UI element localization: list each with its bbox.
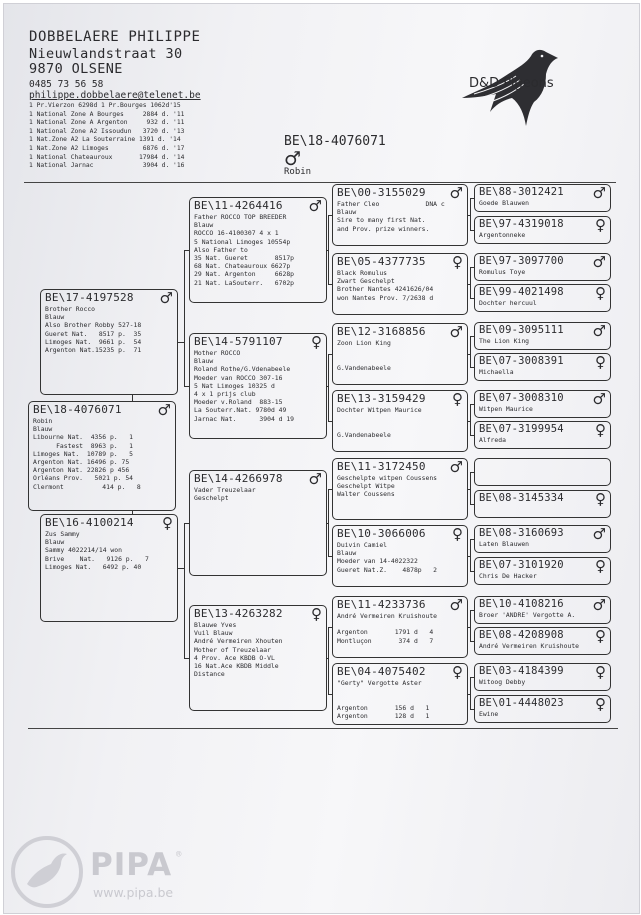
female-symbol-icon: ♀ bbox=[595, 353, 606, 371]
box-line: Argentonneke bbox=[479, 231, 526, 239]
connector-line bbox=[328, 421, 332, 422]
pedigree-box-ggg7 bbox=[474, 390, 611, 418]
ring-number: BE\14-5791107 bbox=[194, 335, 283, 348]
box-line: Vuil Blauw bbox=[194, 629, 233, 638]
pedigree-box-g3 bbox=[189, 470, 327, 576]
box-line: Argenton 156 d 1 bbox=[337, 703, 430, 712]
pedigree-box-g1 bbox=[189, 197, 327, 303]
pipa-brand: PIPA bbox=[90, 847, 173, 883]
female-symbol-icon: ♀ bbox=[595, 284, 606, 302]
result-line: 1 Nat.Zone A2 Limoges 6876 d. '17 bbox=[29, 144, 185, 152]
box-line: Clermont 414 p. 8 bbox=[33, 482, 141, 491]
female-symbol-icon: ♀ bbox=[595, 557, 606, 575]
result-line: 1 Pr.Vierzon 6298d 1 Pr.Bourges 1062d'15 bbox=[29, 102, 181, 109]
ring-number: BE\97-3097700 bbox=[479, 255, 564, 267]
female-symbol-icon: ♀ bbox=[311, 605, 322, 623]
connector-line bbox=[328, 627, 329, 694]
owner-name: DOBBELAERE PHILIPPE bbox=[29, 29, 201, 45]
box-line: Gueret Nat.Z. 4878p 2 bbox=[337, 565, 438, 574]
ring-number: BE\07-3008310 bbox=[479, 392, 564, 404]
connector-line bbox=[470, 677, 471, 709]
box-line: Also Brother Robby 527-18 bbox=[45, 321, 142, 330]
box-line: Blauw bbox=[33, 425, 53, 434]
box-line: Zoon Lion King bbox=[337, 339, 391, 347]
connector-line bbox=[470, 472, 474, 473]
box-line: Sire to many first Nat. bbox=[337, 216, 426, 225]
box-line: Argenton Nat.15235 p. 71 bbox=[45, 346, 142, 354]
connector-line bbox=[132, 395, 133, 401]
connector-line bbox=[470, 336, 474, 337]
box-line: Blauw bbox=[194, 221, 214, 230]
box-line: Argenton Nat. 22826 p 456 bbox=[33, 466, 130, 475]
box-line: Blauw bbox=[337, 208, 357, 217]
box-line: Argenton 128 d 1 bbox=[337, 711, 430, 720]
male-symbol-icon: ♂ bbox=[157, 401, 171, 419]
pedigree-box-gg4 bbox=[332, 390, 468, 452]
pedigree-box-main bbox=[28, 401, 176, 511]
footer-rule bbox=[28, 728, 618, 729]
box-line: 21 Nat. LaSouterr. 6702p bbox=[194, 278, 295, 287]
owner-email[interactable]: philippe.dobbelaere@telenet.be bbox=[29, 90, 201, 101]
result-line: 1 National Chateauroux 17984 d. '14 bbox=[29, 153, 185, 161]
connector-line bbox=[470, 677, 474, 678]
ring-number: BE\10-3066006 bbox=[337, 527, 426, 540]
connector-line bbox=[470, 298, 474, 299]
male-symbol-icon: ♂ bbox=[449, 458, 463, 476]
box-line: Limoges Nat. 10789 p. 5 bbox=[33, 449, 134, 458]
box-line: Jarnac Nat. 3904 d 19 bbox=[194, 414, 295, 423]
male-symbol-icon: ♂ bbox=[592, 525, 606, 543]
box-line: La Souterr.Nat. 9780d 49 bbox=[194, 406, 287, 415]
female-symbol-icon: ♀ bbox=[595, 663, 606, 681]
owner-phone: 0485 73 56 58 bbox=[29, 79, 104, 90]
pedigree-box-ggg12 bbox=[474, 557, 611, 585]
ring-number: BE\08-4208908 bbox=[479, 629, 564, 641]
box-line: 4 Prov. Ace KBDB O-VL bbox=[194, 653, 275, 662]
connector-line bbox=[470, 336, 471, 367]
connector-line bbox=[470, 610, 471, 641]
box-line: Fastest 8963 p. 1 bbox=[33, 441, 134, 450]
box-line: Chris De Hacker bbox=[479, 572, 537, 580]
connector-line bbox=[184, 523, 190, 524]
male-symbol-icon: ♂ bbox=[308, 197, 322, 215]
ring-number: BE\07-3008391 bbox=[479, 355, 564, 367]
ring-number: BE\07-3101920 bbox=[479, 559, 564, 571]
box-line: Dochter Witpen Maurice bbox=[337, 406, 422, 414]
box-line: Argenton 1791 d 4 bbox=[337, 628, 434, 637]
connector-line bbox=[184, 250, 185, 386]
pedigree-box-gg3 bbox=[332, 323, 468, 385]
box-line: Blauw bbox=[194, 357, 214, 366]
ring-number: BE\08-3160693 bbox=[479, 527, 564, 539]
box-line: 35 Nat. Gueret 8517p bbox=[194, 254, 295, 262]
connector-line bbox=[470, 198, 471, 230]
pedigree-box-ggg5 bbox=[474, 322, 611, 350]
box-line: "Gerty" Vergotte Aster bbox=[337, 679, 422, 687]
box-line: André Vermeiren Xhouten bbox=[194, 637, 283, 646]
box-line: Limoges Nat. 9661 p. 54 bbox=[45, 337, 142, 346]
box-line: Broer 'ANDRE' Vergotte A. bbox=[479, 611, 576, 619]
subject-sex-icon: ♂ bbox=[284, 148, 302, 170]
ring-number: BE\13-3159429 bbox=[337, 392, 426, 405]
ring-number: BE\17-4197528 bbox=[45, 291, 134, 304]
ring-number: BE\05-4377735 bbox=[337, 255, 426, 268]
pedigree-box-ggg1 bbox=[474, 184, 611, 212]
pedigree-box-ggg3 bbox=[474, 253, 611, 281]
pipa-logo-icon bbox=[9, 834, 85, 910]
box-line: Brother Nantes 4241626/04 bbox=[337, 285, 434, 294]
male-symbol-icon: ♂ bbox=[592, 253, 606, 271]
pedigree-box-ggg4 bbox=[474, 284, 611, 312]
box-line: Libourne Nat. 4356 p. 1 bbox=[33, 433, 134, 442]
result-line: 1 Nat.Zone A2 La Souterraine 1391 d. '14 bbox=[29, 136, 181, 144]
connector-line bbox=[470, 539, 474, 540]
pedigree-box-g2 bbox=[189, 333, 327, 439]
pedigree-box-gg7 bbox=[332, 596, 468, 658]
connector-line bbox=[328, 489, 329, 556]
box-line: Zus Sammy bbox=[45, 530, 80, 538]
ring-number: BE\04-4075402 bbox=[337, 665, 426, 678]
box-line: Walter Coussens bbox=[337, 490, 395, 499]
box-line: Father Cleo DNA c bbox=[337, 200, 445, 208]
female-symbol-icon: ♀ bbox=[452, 390, 463, 408]
pedigree-box-ggg15 bbox=[474, 663, 611, 691]
box-line: and Prov. prize winners. bbox=[337, 224, 430, 233]
female-symbol-icon: ♀ bbox=[452, 663, 463, 681]
box-line: Roland Rothe/G.Vdenabeele bbox=[194, 365, 291, 374]
female-symbol-icon: ♀ bbox=[595, 421, 606, 439]
ring-number: BE\11-4264416 bbox=[194, 199, 283, 212]
connector-line bbox=[470, 267, 471, 298]
pedigree-box-gg2 bbox=[332, 253, 468, 315]
ring-number: BE\16-4100214 bbox=[45, 516, 134, 529]
connector-line bbox=[470, 610, 474, 611]
pedigree-box-ggg2 bbox=[474, 216, 611, 244]
connector-line bbox=[470, 571, 474, 572]
box-line: Black Romulus bbox=[337, 269, 388, 277]
connector-line bbox=[470, 230, 474, 231]
pedigree-box-ggg10 bbox=[474, 490, 611, 518]
box-line: André Vermeiren Kruishoute bbox=[337, 612, 438, 620]
owner-street: Nieuwlandstraat 30 bbox=[29, 46, 183, 62]
subject-ring: BE\18-4076071 bbox=[284, 134, 386, 149]
box-line: Mother of Treuzelaar bbox=[194, 645, 271, 654]
subject-name: Robin bbox=[284, 167, 312, 177]
male-symbol-icon: ♂ bbox=[592, 390, 606, 408]
connector-line bbox=[470, 404, 471, 435]
box-line: 16 Nat.Ace KBDB Middle bbox=[194, 662, 279, 670]
box-line: Ewine bbox=[479, 710, 499, 718]
box-line: Moeder van ROCCO 307-16 bbox=[194, 373, 283, 382]
connector-line bbox=[328, 284, 332, 285]
ring-number: BE\97-4319018 bbox=[479, 218, 564, 230]
female-symbol-icon: ♀ bbox=[452, 253, 463, 271]
connector-line bbox=[470, 404, 474, 405]
female-symbol-icon: ♀ bbox=[595, 627, 606, 645]
box-line: Blauw bbox=[45, 538, 65, 547]
box-line: Romulus Toye bbox=[479, 268, 526, 276]
logo-text: D&D Pigeons bbox=[469, 76, 554, 91]
connector-line bbox=[184, 386, 190, 387]
box-line: Brive Nat. 9126 p. 7 bbox=[45, 554, 149, 563]
connector-line bbox=[328, 215, 329, 284]
pedigree-sheet bbox=[3, 3, 640, 914]
connector-line bbox=[184, 523, 185, 658]
box-line: Alfreda bbox=[479, 436, 506, 444]
box-line: Geschelpt Witpe bbox=[337, 482, 395, 491]
box-line: Brother Rocco bbox=[45, 305, 96, 313]
male-symbol-icon: ♂ bbox=[449, 323, 463, 341]
box-line: Limoges Nat. 6492 p. 40 bbox=[45, 562, 142, 571]
box-line: Dochter hercuul bbox=[479, 299, 537, 307]
box-line: won Nantes Prov. 7/2638 d bbox=[337, 293, 434, 302]
female-symbol-icon: ♀ bbox=[595, 695, 606, 713]
pedigree-box-p1 bbox=[40, 289, 178, 395]
ring-number: BE\12-3168856 bbox=[337, 325, 426, 338]
pedigree-box-gg5 bbox=[332, 458, 468, 520]
box-line: Distance bbox=[194, 670, 225, 679]
result-line: 1 National Zone A Bourges 2884 d. '11 bbox=[29, 110, 185, 118]
box-line: Witoog Debby bbox=[479, 678, 526, 686]
pedigree-box-g4 bbox=[189, 605, 327, 711]
ring-number: BE\09-3095111 bbox=[479, 324, 564, 336]
box-line: Mother ROCCO bbox=[194, 349, 241, 357]
connector-line bbox=[470, 641, 474, 642]
pedigree-box-ggg9 bbox=[474, 458, 611, 486]
female-symbol-icon: ♀ bbox=[595, 490, 606, 508]
connector-line bbox=[470, 435, 474, 436]
ring-number: BE\07-3199954 bbox=[479, 423, 564, 435]
ring-number: BE\18-4076071 bbox=[33, 403, 122, 416]
box-line: Argenton Nat. 16496 p. 75 bbox=[33, 458, 130, 466]
connector-line bbox=[328, 215, 332, 216]
female-symbol-icon: ♀ bbox=[311, 333, 322, 351]
male-symbol-icon: ♂ bbox=[449, 596, 463, 614]
connector-line bbox=[470, 504, 474, 505]
male-symbol-icon: ♂ bbox=[592, 596, 606, 614]
box-line: Gueret Nat. 8517 p. 35 bbox=[45, 329, 142, 338]
pedigree-box-ggg14 bbox=[474, 627, 611, 655]
box-line: 5 Nat Limoges 10325 d bbox=[194, 381, 275, 390]
connector-line bbox=[470, 367, 474, 368]
ring-number: BE\99-4021498 bbox=[479, 286, 564, 298]
connector-line bbox=[328, 694, 332, 695]
box-line: Montluçon 374 d 7 bbox=[337, 636, 434, 645]
male-symbol-icon: ♂ bbox=[449, 184, 463, 202]
male-symbol-icon: ♂ bbox=[592, 322, 606, 340]
pedigree-box-gg8 bbox=[332, 663, 468, 725]
ring-number: BE\14-4266978 bbox=[194, 472, 283, 485]
box-line: André Vermeiren Kruishoute bbox=[479, 642, 580, 650]
connector-line bbox=[328, 354, 329, 421]
pedigree-box-ggg13 bbox=[474, 596, 611, 624]
connector-line bbox=[328, 627, 332, 628]
box-line: Michaella bbox=[479, 368, 514, 376]
box-line: Geschelpte witpen Coussens bbox=[337, 474, 438, 482]
box-line: Zwart Geschelpt bbox=[337, 277, 395, 286]
ring-number: BE\01-4448023 bbox=[479, 697, 564, 709]
connector-line bbox=[328, 354, 332, 355]
male-symbol-icon: ♂ bbox=[308, 470, 322, 488]
connector-line bbox=[328, 556, 332, 557]
ring-number: BE\00-3155029 bbox=[337, 186, 426, 199]
box-line: G.Vandenabeele bbox=[337, 430, 391, 439]
female-symbol-icon: ♀ bbox=[162, 514, 173, 532]
pedigree-box-gg6 bbox=[332, 525, 468, 587]
pipa-registered: ® bbox=[176, 850, 182, 860]
box-line: Blauwe Yves bbox=[194, 621, 237, 629]
box-line: 4 x 1 prijs club bbox=[194, 390, 256, 398]
box-line: 5 National Limoges 10554p bbox=[194, 237, 291, 246]
connector-line bbox=[470, 472, 471, 504]
result-line: 1 National Jarnac 3904 d. '16 bbox=[29, 162, 185, 170]
connector-line bbox=[184, 250, 190, 251]
connector-line bbox=[470, 267, 474, 268]
connector-line bbox=[132, 511, 133, 514]
box-line: ROCCO 16-4100307 4 x 1 bbox=[194, 229, 279, 238]
result-line: 1 National Zone A Argenton 932 d. '11 bbox=[29, 119, 185, 127]
female-symbol-icon: ♀ bbox=[595, 216, 606, 234]
ring-number: BE\10-4108216 bbox=[479, 598, 564, 610]
box-line: Goede Blauwen bbox=[479, 199, 530, 207]
pedigree-box-ggg8 bbox=[474, 421, 611, 449]
results-list bbox=[29, 102, 184, 171]
pedigree-box-ggg16 bbox=[474, 695, 611, 723]
box-line: Robin bbox=[33, 417, 53, 425]
ring-number: BE\88-3012421 bbox=[479, 186, 564, 198]
result-line: 1 National Zone A2 Issoudun 3720 d. '13 bbox=[29, 127, 185, 135]
male-symbol-icon: ♂ bbox=[592, 184, 606, 202]
pedigree-box-gg1 bbox=[332, 184, 468, 246]
pedigree-box-ggg11 bbox=[474, 525, 611, 553]
box-line: G.Vandenabeele bbox=[337, 363, 391, 372]
box-line: Blauw bbox=[337, 549, 357, 558]
connector-line bbox=[328, 489, 332, 490]
pedigree-box-p2 bbox=[40, 514, 178, 622]
box-line: Vader Treuzelaar bbox=[194, 486, 256, 494]
owner-city: 9870 OLSENE bbox=[29, 61, 123, 77]
box-line: Father ROCCO TOP BREEDER bbox=[194, 213, 287, 221]
connector-line bbox=[470, 198, 474, 199]
box-line: 68 Nat. Chateauroux 6627p bbox=[194, 262, 291, 271]
box-line: Orléans Prov. 5021 p. 54 bbox=[33, 474, 134, 483]
connector-line bbox=[470, 539, 471, 571]
connector-line bbox=[184, 658, 190, 659]
box-line: Geschelpt bbox=[194, 494, 229, 503]
ring-number: BE\13-4263282 bbox=[194, 607, 283, 620]
box-line: Witpen Maurice bbox=[479, 405, 533, 413]
ring-number: BE\11-4233736 bbox=[337, 598, 426, 611]
box-line: Laten Blauwen bbox=[479, 540, 530, 548]
box-line: 29 Nat. Argenton 6628p bbox=[194, 270, 295, 279]
box-line: Sammy 4022214/14 won bbox=[45, 546, 122, 555]
connector-line bbox=[470, 709, 474, 710]
box-line: Duivin Camiel bbox=[337, 541, 388, 549]
box-line: Moeder v.Roland 883-15 bbox=[194, 398, 283, 407]
box-line: Also Father to bbox=[194, 245, 248, 254]
pedigree-box-ggg6 bbox=[474, 353, 611, 381]
box-line: Blauw bbox=[45, 313, 65, 322]
ring-number: BE\11-3172450 bbox=[337, 460, 426, 473]
ring-number: BE\03-4184399 bbox=[479, 665, 564, 677]
female-symbol-icon: ♀ bbox=[452, 525, 463, 543]
male-symbol-icon: ♂ bbox=[159, 289, 173, 307]
box-line: Moeder van 14-4022322 bbox=[337, 557, 418, 566]
pipa-url[interactable]: www.pipa.be bbox=[93, 885, 174, 900]
box-line: The Lion King bbox=[479, 337, 530, 345]
ring-number: BE\08-3145334 bbox=[479, 492, 564, 504]
